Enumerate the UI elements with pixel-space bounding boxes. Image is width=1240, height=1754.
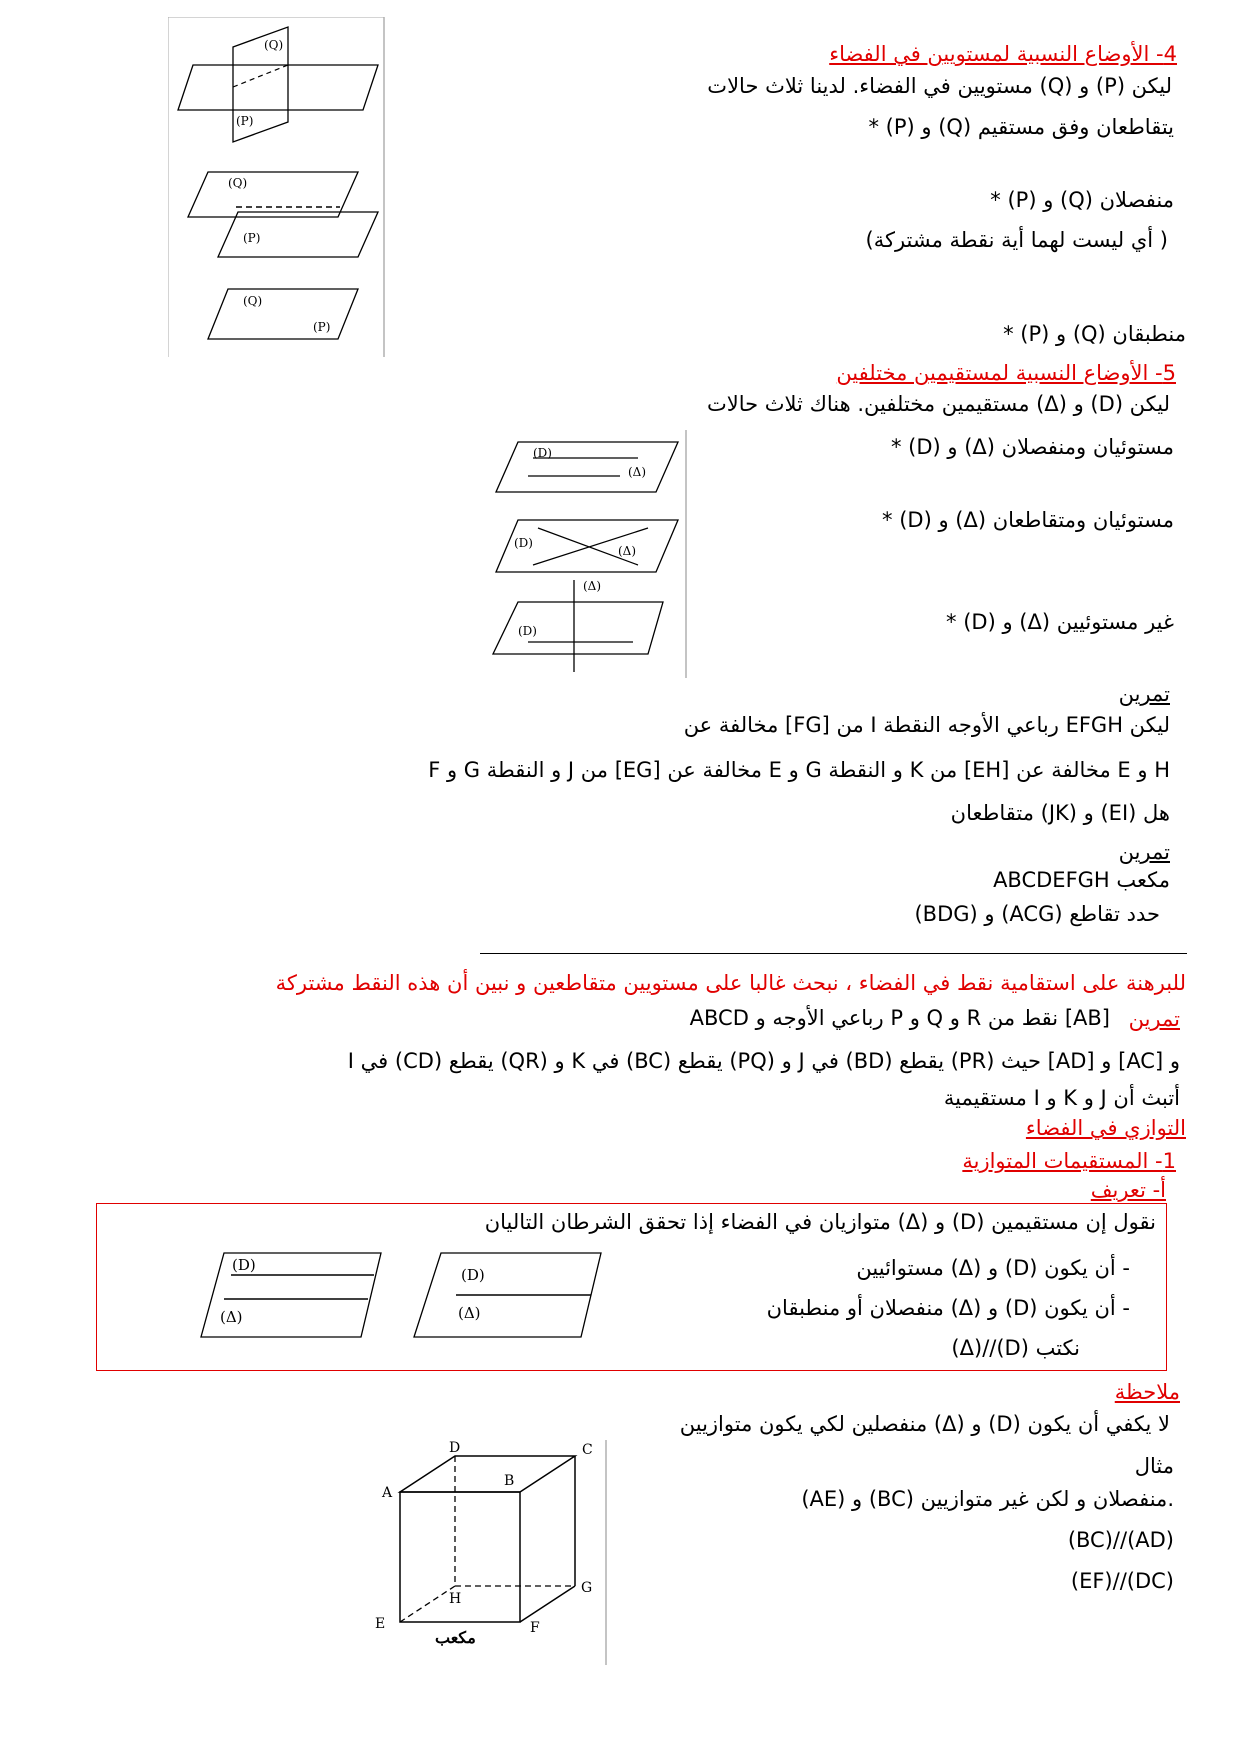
line-delta-label: (Δ) — [628, 465, 647, 479]
plane-q-label-3: (Q) — [243, 294, 263, 308]
cube-vertex-e: E — [375, 1616, 386, 1632]
parallel-subtitle-1: 1- المستقيمات المتوازية — [962, 1149, 1176, 1173]
cube-vertex-a: A — [382, 1485, 393, 1501]
section-4-case-2: * (P) و (Q) منفصلان — [990, 188, 1174, 212]
section-4-case-3: * (P) و (Q) منطبقان — [1003, 322, 1186, 346]
exercise-2-title: تمرين — [1118, 840, 1170, 864]
plane-p-label-3: (P) — [313, 320, 331, 334]
plane-p-label: (P) — [236, 114, 254, 128]
section-4-title: 4- الأوضاع النسبية لمستويين في الفضاء — [829, 42, 1177, 66]
exercise-1-title: تمرين — [1118, 682, 1170, 706]
section-4-intro: ليكن (P) و (Q) مستويين في الفضاء. لدينا ثلاث حالات — [707, 74, 1172, 98]
definition-condition-2: - أن يكون (D) و (Δ) منفصلان أو منطبقان — [766, 1296, 1130, 1320]
cube-vertex-d: D — [449, 1440, 461, 1456]
plane-p-label-2: (P) — [243, 231, 261, 245]
remark-title: ملاحظة — [1114, 1380, 1180, 1404]
exercise-3-line-1: ABCD رباعي الأوجه و P و Q و R نقط من [AB] — [689, 1006, 1110, 1030]
cube-vertex-b: B — [504, 1473, 515, 1489]
section-5-intro: ليكن (D) و (Δ) مستقيمين مختلفين. هناك ثلاث حالات — [706, 392, 1170, 416]
exercise-2-line-1: ABCDEFGH مكعب — [993, 868, 1170, 892]
separator-line — [480, 953, 1187, 954]
line-delta-label-3: (Δ) — [583, 579, 602, 593]
section-5-case-1: * (D) و (Δ) مستوئيان ومنفصلان — [890, 435, 1174, 459]
section-5-title: 5- الأوضاع النسبية لمستقيمين مختلفين — [836, 361, 1176, 385]
section-4-case-1: * (P) و (Q) يتقاطعان وفق مستقيم — [868, 115, 1174, 139]
parallel-delta-label: (Δ) — [220, 1308, 243, 1326]
example-line-3: (EF)//(DC) — [1070, 1569, 1174, 1593]
parallel-title: التوازي في الفضاء — [1025, 1116, 1186, 1140]
definition-text: نقول إن مستقيمين (D) و (Δ) متوازيان في الفضاء إذا تحقق الشرطان التاليان — [484, 1210, 1156, 1234]
parallel-d-label: (D) — [232, 1256, 256, 1274]
exercise-3-line-2: و [AC] و [AD] حيث (PR) يقطع (BD) في J و (PQ) يقطع (BC) في K و (QR) يقطع (CD) في I — [347, 1049, 1180, 1073]
definition-condition-1: - أن يكون (D) و (Δ) مستوائيين — [856, 1256, 1130, 1280]
lines-figure — [488, 430, 688, 678]
plane-q-label: (Q) — [264, 38, 284, 52]
planes-figure — [168, 17, 386, 357]
exercise-3-title: تمرين — [1128, 1007, 1180, 1031]
plane-q-label-2: (Q) — [228, 176, 248, 190]
example-label: مثال — [1134, 1454, 1174, 1478]
section-5-case-3: * (D) و (Δ) غير مستوئيين — [946, 610, 1174, 634]
exercise-3-line-3: أتبث أن J و K و I مستقيمية — [943, 1086, 1180, 1110]
exercise-1-line-3: هل (EI) و (JK) متقاطعان — [950, 801, 1170, 825]
definition-notation: نكتب (D)//(Δ) — [951, 1336, 1080, 1360]
example-line-1: (AE) و (BC) منفصلان و لكن غير متوازيين. — [801, 1487, 1174, 1511]
cube-caption: مكعب — [435, 1628, 476, 1647]
line-d-label-2: (D) — [514, 536, 533, 550]
parallel-delta-label-2: (Δ) — [458, 1304, 481, 1322]
line-d-label: (D) — [533, 446, 552, 460]
cube-vertex-g: G — [581, 1580, 593, 1596]
collinearity-method: للبرهنة على استقامية نقط في الفضاء ، نبحث غالبا على مستويين متقاطعين و نبين أن هذه النقط مشتركة — [275, 971, 1186, 995]
cube-vertex-f: F — [530, 1620, 540, 1636]
cube-vertex-h: H — [449, 1591, 462, 1607]
exercise-1-line-2: F و G و النقطة J من [EG] مخالفة عن E و G و النقطة K من [EH] مخالفة عن E و H — [428, 758, 1170, 782]
line-d-label-3: (D) — [518, 624, 537, 638]
example-line-2: (BC)//(AD) — [1067, 1528, 1174, 1552]
cube-figure — [370, 1440, 610, 1665]
remark-text: لا يكفي أن يكون (D) و (Δ) منفصلين لكي يكون متوازيين — [679, 1412, 1170, 1436]
exercise-1-line-1: ليكن EFGH رباعي الأوجه النقطة I من [FG] مخالفة عن — [683, 713, 1170, 737]
parallel-subtitle-2: أ- تعريف — [1090, 1178, 1166, 1202]
parallel-d-label-2: (D) — [461, 1266, 485, 1284]
section-4-case-2-note: ( أي ليست لهما أية نقطة مشتركة) — [865, 228, 1168, 252]
parallel-lines-figure — [196, 1245, 606, 1345]
section-5-case-2: * (D) و (Δ) مستوئيان ومتقاطعان — [882, 508, 1174, 532]
cube-vertex-c: C — [582, 1442, 593, 1458]
exercise-2-line-2: حدد تقاطع (ACG) و (BDG) — [914, 902, 1160, 926]
line-delta-label-2: (Δ) — [618, 544, 637, 558]
